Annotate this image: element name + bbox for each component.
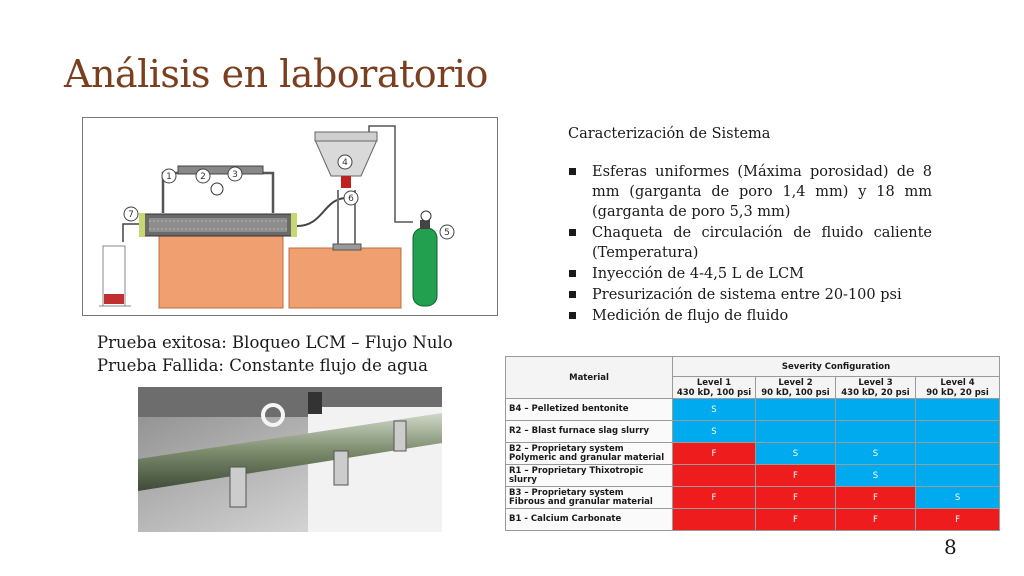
lab-setup-illustration <box>83 118 497 315</box>
system-bullet: Inyección de 4-4,5 L de LCM <box>568 264 932 284</box>
severity-cell: S <box>836 443 916 465</box>
severity-cell: S <box>836 465 916 487</box>
bullet-square-icon <box>569 270 576 277</box>
severity-cell: F <box>756 465 836 487</box>
table-row <box>506 421 1000 443</box>
system-bullet-list <box>568 162 932 326</box>
severity-cell: S <box>673 399 756 421</box>
table-row <box>506 399 1000 421</box>
severity-cell <box>916 421 1000 443</box>
severity-cell: F <box>673 487 756 509</box>
severity-header: Severity Configuration <box>673 357 1000 377</box>
slide-title: Análisis en laboratorio <box>64 52 488 96</box>
callout-3: 3 <box>232 170 238 180</box>
severity-table <box>505 356 1000 531</box>
table-row <box>506 487 1000 509</box>
severity-cell: F <box>836 487 916 509</box>
page-number: 8 <box>944 535 957 559</box>
severity-cell <box>836 421 916 443</box>
callout-5: 5 <box>444 228 450 238</box>
severity-cell <box>836 399 916 421</box>
severity-cell: F <box>916 509 1000 531</box>
material-cell: B4 – Pelletized bentonite <box>506 399 673 421</box>
system-heading: Caracterización de Sistema <box>568 126 771 142</box>
material-header: Material <box>506 357 673 399</box>
bench-left <box>159 236 283 308</box>
severity-cell: S <box>673 421 756 443</box>
severity-cell <box>673 465 756 487</box>
severity-cell: F <box>756 487 836 509</box>
test-caption <box>97 331 453 377</box>
bullet-square-icon <box>569 168 576 175</box>
severity-cell: F <box>836 509 916 531</box>
callout-2: 2 <box>200 172 206 182</box>
severity-cell <box>916 399 1000 421</box>
callout-1: 1 <box>166 172 172 182</box>
severity-cell: S <box>916 487 1000 509</box>
caption-failure: Prueba Fallida: Constante flujo de agua <box>97 356 428 375</box>
severity-cell <box>756 399 836 421</box>
bullet-square-icon <box>569 291 576 298</box>
severity-cell <box>756 421 836 443</box>
level-header: Level 1 430 kD, 100 psi <box>673 377 756 399</box>
level-header: Level 3 430 kD, 20 psi <box>836 377 916 399</box>
level-header: Level 2 90 kD, 100 psi <box>756 377 836 399</box>
severity-cell: F <box>756 509 836 531</box>
severity-cell <box>916 443 1000 465</box>
callout-7: 7 <box>128 210 134 220</box>
system-characterization <box>568 124 932 327</box>
system-bullet: Medición de flujo de fluido <box>568 306 932 326</box>
callout-6: 6 <box>348 194 354 204</box>
material-cell: R2 – Blast furnace slag slurry <box>506 421 673 443</box>
severity-cell: F <box>673 443 756 465</box>
material-cell: B2 – Proprietary system Polymeric and granular material <box>506 443 673 465</box>
material-cell: B3 – Proprietary system Fibrous and granular material <box>506 487 673 509</box>
bullet-square-icon <box>569 229 576 236</box>
caption-success: Prueba exitosa: Bloqueo LCM – Flujo Nulo <box>97 333 453 352</box>
table-row <box>506 443 1000 465</box>
system-bullet: Esferas uniformes (Máxima porosidad) de 8 mm (garganta de poro 1,4 mm) y 18 mm (garganta de poro 5,3 mm) <box>568 162 932 222</box>
material-cell: R1 – Proprietary Thixotropic slurry <box>506 465 673 487</box>
severity-cell <box>673 509 756 531</box>
callout-4: 4 <box>342 158 348 168</box>
lab-setup-diagram <box>82 117 498 316</box>
system-bullet: Presurización de sistema entre 20-100 psi <box>568 285 932 305</box>
bullet-square-icon <box>569 312 576 319</box>
system-bullet: Chaqueta de circulación de fluido caliente (Temperatura) <box>568 223 932 263</box>
gas-cylinder <box>413 228 437 306</box>
material-cell: B1 - Calcium Carbonate <box>506 509 673 531</box>
bench-right <box>289 248 401 308</box>
test-cell-photo-illustration <box>138 387 442 532</box>
level-header: Level 4 90 kD, 20 psi <box>916 377 1000 399</box>
severity-cell <box>916 465 1000 487</box>
table-row <box>506 465 1000 487</box>
table-row <box>506 509 1000 531</box>
severity-cell: S <box>756 443 836 465</box>
test-cell-photo <box>138 387 442 532</box>
